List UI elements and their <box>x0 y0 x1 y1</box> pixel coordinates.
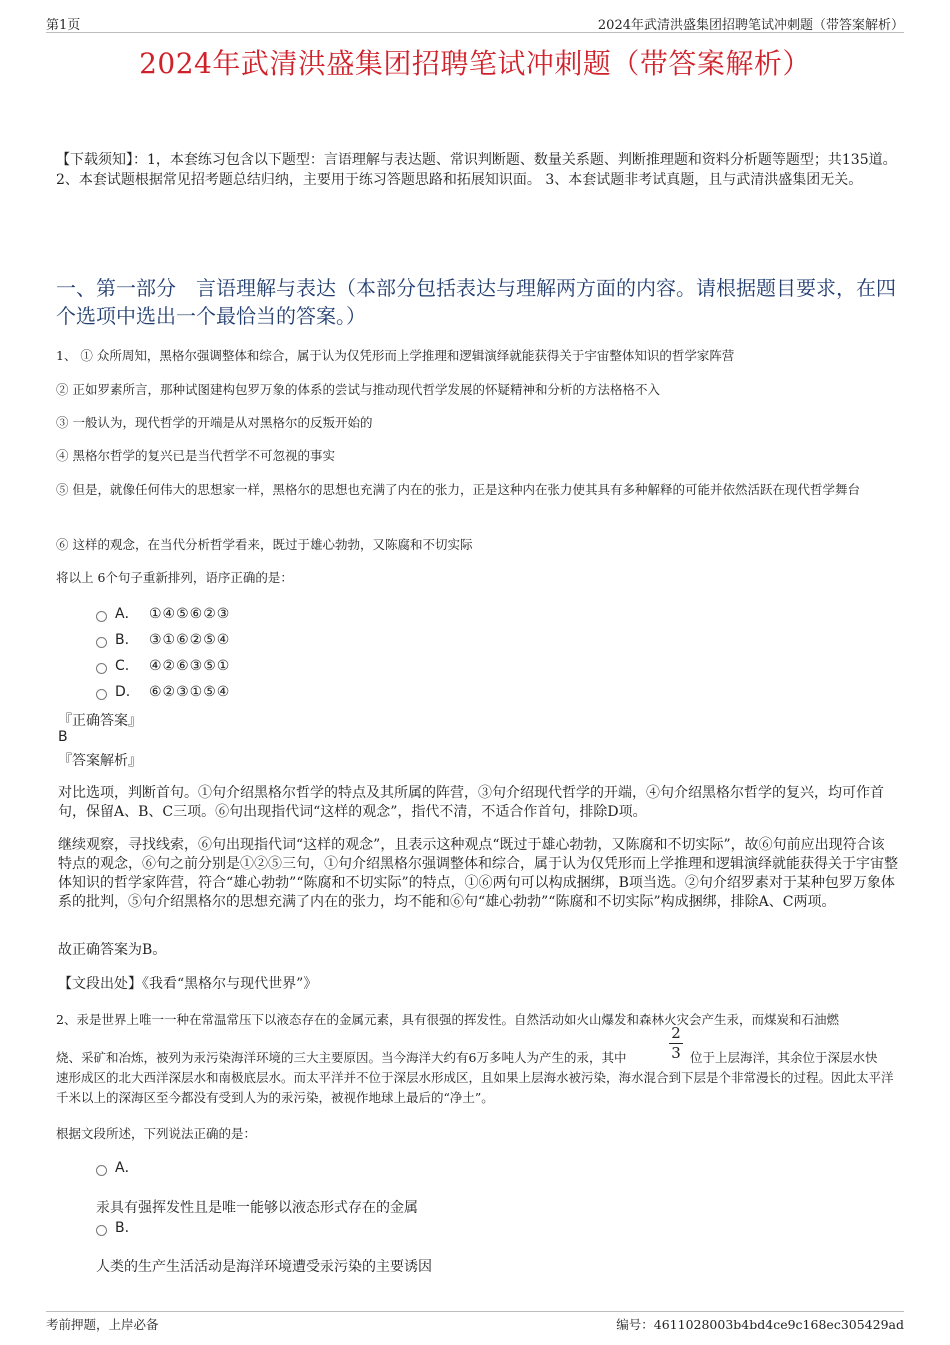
fraction-numerator: 2 <box>671 1024 681 1042</box>
footer-document-id: 编号：4611028003b4bd4ce9c168ec305429ad <box>616 1317 904 1332</box>
q2-option-b[interactable] <box>96 1218 145 1238</box>
footer-slogan: 考前押题，上岸必备 <box>46 1317 159 1332</box>
option-key: A． <box>115 1160 139 1176</box>
radio-icon[interactable] <box>96 1165 107 1176</box>
q1-sentence-1: 1、 ① 众所周知，黑格尔强调整体和综合，属于认为仅凭形而上学推理和逻辑演绎就能获得关于宇宙整体知识的哲学家阵营 <box>56 348 735 363</box>
q1-prompt: 将以上 6个句子重新排列，语序正确的是： <box>56 570 293 585</box>
radio-icon[interactable] <box>96 611 107 622</box>
option-key: B. <box>115 1220 130 1236</box>
q1-sentence-2: ② 正如罗素所言，那种试图建构包罗万象的体系的尝试与推动现代哲学发展的怀疑精神和分析的方法格格不入 <box>56 382 660 397</box>
document-title: 2024年武清洪盛集团招聘笔试冲刺题（带答案解析） <box>139 47 811 80</box>
correct-answer-label: 『正确答案』 <box>58 713 142 729</box>
q1-option-d[interactable] <box>96 682 230 702</box>
q1-sentence-6: ⑥ 这样的观念，在当代分析哲学看来，既过于雄心勃勃，又陈腐和不切实际 <box>56 537 473 552</box>
option-text: ③①⑥②⑤④ <box>149 632 231 648</box>
correct-answer: B <box>58 729 68 745</box>
q2-paragraph-line-2: 烧、采矿和冶炼，被列为汞污染海洋环境的三大主要原因。当今海洋大约有6万多吨人为产生的汞，其中 <box>56 1050 627 1065</box>
page-number: 第1页 <box>46 18 81 33</box>
source-citation: 【文段出处】《我看“黑格尔与现代世界”》 <box>58 976 318 992</box>
radio-icon[interactable] <box>96 1225 107 1236</box>
radio-icon[interactable] <box>96 637 107 648</box>
option-key: C. <box>115 658 130 674</box>
option-text: ⑥②③①⑤④ <box>149 684 231 700</box>
radio-icon[interactable] <box>96 689 107 700</box>
analysis-paragraph-2: 继续观察，寻找线索，⑥句出现指代词“这样的观念”，且表示这种观点“既过于雄心勃勃，又陈腐和不切实际”，故⑥句前应出现符合该特点的观念，⑥句之前分别是①②⑤三句，①句介绍黑格尔强调整体和综合，属于认为仅凭形而上学推理和逻辑演绎就能获得关于宇宙整体知识的哲学家阵营，符合“雄心勃勃”“陈腐和不切实际”的特点，①⑥两句可以构成捆绑，B项当选。②句介绍罗素对于某种包罗万象体系的批判，⑤句介绍黑格尔的思想充满了内在的张力，均不能和⑥句“雄心勃勃”“陈腐和不切实际”构成捆绑，排除A、C两项。 <box>58 837 898 910</box>
option-text: ①④⑤⑥②③ <box>149 606 231 622</box>
radio-icon[interactable] <box>96 663 107 674</box>
q2-option-b-text: 人类的生产生活活动是海洋环境遭受汞污染的主要诱因 <box>96 1259 432 1275</box>
section-heading: 一、第一部分 言语理解与表达（本部分包括表达与理解两方面的内容。请根据题目要求，在四个选项中选出一个最恰当的答案。） <box>56 276 896 328</box>
page-header <box>46 14 904 33</box>
q2-option-a[interactable] <box>96 1158 145 1178</box>
q2-paragraph-line-2-cont: 位于上层海洋，其余位于深层水快 <box>690 1050 878 1065</box>
download-notice: 【下载须知】：1，本套练习包含以下题型：言语理解与表达题、常识判断题、数量关系题、判断推理题和资料分析题等题型；共135道。 2、本套试题根据常见招考题总结归纳，主要用于练习答题思路和拓展知识面。 3、本套试题非考试真题，且与武清洪盛集团无关。 <box>56 152 897 188</box>
q1-sentence-3: ③ 一般认为，现代哲学的开端是从对黑格尔的反叛开始的 <box>56 415 373 430</box>
analysis-paragraph-1: 对比选项，判断首句。①句介绍黑格尔哲学的特点及其所属的阵营，③句介绍现代哲学的开端，④句介绍黑格尔哲学的复兴，均可作首句，保留A、B、C三项。⑥句出现指代词“这样的观念”，指代不清，不适合作首句，排除D项。 <box>58 785 884 820</box>
q2-paragraph-line-1: 2、汞是世界上唯一一种在常温常压下以液态存在的金属元素，具有很强的挥发性。自然活动如火山爆发和森林火灾会产生汞，而煤炭和石油燃 <box>56 1012 839 1027</box>
header-doc-title: 2024年武清洪盛集团招聘笔试冲刺题（带答案解析） <box>597 18 904 33</box>
q1-sentence-5: ⑤ 但是，就像任何伟大的思想家一样，黑格尔的思想也充满了内在的张力，正是这种内在张力使其具有多种解释的可能并依然活跃在现代哲学舞台 <box>56 482 860 497</box>
q1-option-a[interactable] <box>96 604 230 624</box>
q2-prompt: 根据文段所述，下列说法正确的是： <box>56 1126 257 1141</box>
q1-option-b[interactable] <box>96 630 230 650</box>
q2-paragraph-rest: 速形成区的北大西洋深层水和南极底层水。而太平洋并不位于深层水形成区，且如果上层海水被污染，海水混合到下层是个非常漫长的过程。因此太平洋千米以上的深海区至今都没有受到人为的汞污染，被视作地球上最后的“净土”。 <box>56 1070 894 1105</box>
analysis-conclusion: 故正确答案为B。 <box>58 942 167 958</box>
option-key: B. <box>115 632 130 648</box>
q1-option-c[interactable] <box>96 656 230 676</box>
q2-option-a-text: 汞具有强挥发性且是唯一能够以液态形式存在的金属 <box>96 1200 418 1216</box>
page-footer <box>46 1311 904 1332</box>
option-key: A． <box>115 606 139 622</box>
option-key: D. <box>115 684 131 700</box>
option-text: ④②⑥③⑤① <box>149 658 231 674</box>
q1-sentence-4: ④ 黑格尔哲学的复兴已是当代哲学不可忽视的事实 <box>56 448 335 463</box>
analysis-label: 『答案解析』 <box>58 753 142 769</box>
fraction <box>666 1025 686 1062</box>
fraction-denominator: 3 <box>671 1044 681 1062</box>
